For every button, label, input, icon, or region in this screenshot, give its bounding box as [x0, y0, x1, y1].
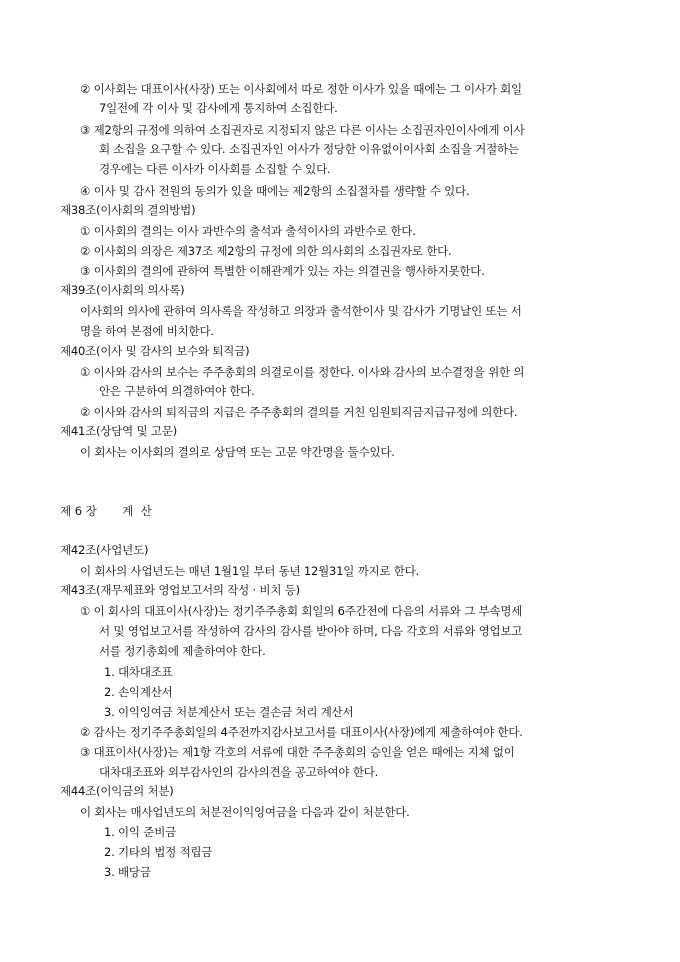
list-item: 2. 손익계산서 — [104, 685, 173, 699]
chapter-heading — [60, 504, 152, 518]
text-line: 회 소집을 요구할 수 있다. 소집권자인 이사가 정당한 이유없이이사회 소집을 거절하는 — [99, 142, 519, 156]
text-line: 안은 구분하여 의결하여야 한다. — [99, 384, 255, 398]
text-line: 이사회의 의사에 관하여 의사록을 작성하고 의장과 출석한이사 및 감사가 기명날인 또는 서 — [80, 304, 522, 318]
list-item: 1. 이익 준비금 — [104, 825, 177, 839]
text-line: ② 이사회의 의장은 제37조 제2항의 규정에 의한 의사회의 소집권자로 한다. — [80, 244, 452, 258]
text-line: 이 회사는 매사업년도의 처분전이익잉여금을 다음과 같이 처분한다. — [80, 805, 410, 819]
text-line: ② 이사회는 대표이사(사장) 또는 이사회에서 따로 정한 이사가 있을 때에는 그 이사가 회일 — [80, 82, 522, 96]
text-line: ③ 대표이사(사장)는 제1항 각호의 서류에 대한 주주총회의 승인을 얻은 때에는 지체 없이 — [80, 745, 515, 759]
text-line: ② 이사와 감사의 퇴직금의 지급은 주주총회의 결의를 거친 임원퇴직금지급규정에 의한다. — [80, 405, 518, 419]
text-line: ④ 이사 및 감사 전원의 동의가 있을 때에는 제2항의 소집절차를 생략할 수 있다. — [80, 184, 470, 198]
text-line: 명을 하여 본점에 비치한다. — [80, 324, 214, 338]
article-heading: 제41조(상담역 및 고문) — [60, 424, 177, 438]
text-line: ① 이 회사의 대표이사(사장)는 정기주주총회 회일의 6주간전에 다음의 서류와 그 부속명세 — [80, 604, 523, 618]
chapter-number: 제 6 장 — [60, 504, 97, 518]
list-item: 3. 배당금 — [104, 865, 151, 879]
article-heading: 제39조(이사회의 의사록) — [60, 283, 185, 297]
text-line: 서를 정기총회에 제출하여야 한다. — [99, 644, 266, 658]
list-item: 3. 이익잉여금 처분계산서 또는 결손금 처리 계산서 — [104, 705, 354, 719]
article-heading: 제42조(사업년도) — [60, 543, 149, 557]
list-item: 1. 대차대조표 — [104, 665, 173, 679]
text-line: 이 회사는 이사회의 결의로 상담역 또는 고문 약간명을 둘수있다. — [80, 445, 395, 459]
list-item: 2. 기타의 법정 적립금 — [104, 845, 213, 859]
article-heading: 제38조(이사회의 결의방법) — [60, 203, 196, 217]
text-line: 대차대조표와 외부감사인의 감사의견을 공고하여야 한다. — [99, 765, 379, 779]
text-line: ② 감사는 정기주주총회일의 4주전까지감사보고서를 대표이사(사장)에게 제출하여야 한다. — [80, 725, 523, 739]
article-heading: 제40조(이사 및 감사의 보수와 퇴직금) — [60, 344, 250, 358]
article-heading: 제44조(이익금의 처분) — [60, 784, 174, 798]
text-line: 7일전에 각 이사 및 감사에게 통지하여 소집한다. — [99, 101, 338, 115]
text-line: ③ 제2항의 규정에 의하여 소집권자로 지정되지 않은 다른 이사는 소집권자인이사에게 이사 — [80, 123, 525, 137]
chapter-title: 계 산 — [122, 504, 152, 518]
text-line: 경우에는 다른 이사가 이사회를 소집할 수 있다. — [99, 162, 331, 176]
text-line: ③ 이사회의 결의에 관하여 특별한 이해관계가 있는 자는 의결권을 행사하지못한다. — [80, 264, 485, 278]
text-line: ① 이사와 감사의 보수는 주주총회의 의결로이를 정한다. 이사와 감사의 보수결정을 위한 의 — [80, 365, 525, 379]
text-line: 서 및 영업보고서를 작성하여 감사의 감사를 받아야 하며, 다음 각호의 서류와 영업보고 — [99, 624, 523, 638]
article-heading: 제43조(재무제표와 영업보고서의 작성 · 비치 등) — [60, 583, 300, 597]
text-line: 이 회사의 사업년도는 매년 1월1일 부터 동년 12월31일 까지로 한다. — [80, 564, 420, 578]
text-line: ① 이사회의 결의는 이사 과반수의 출석과 출석이사의 과반수로 한다. — [80, 224, 416, 238]
